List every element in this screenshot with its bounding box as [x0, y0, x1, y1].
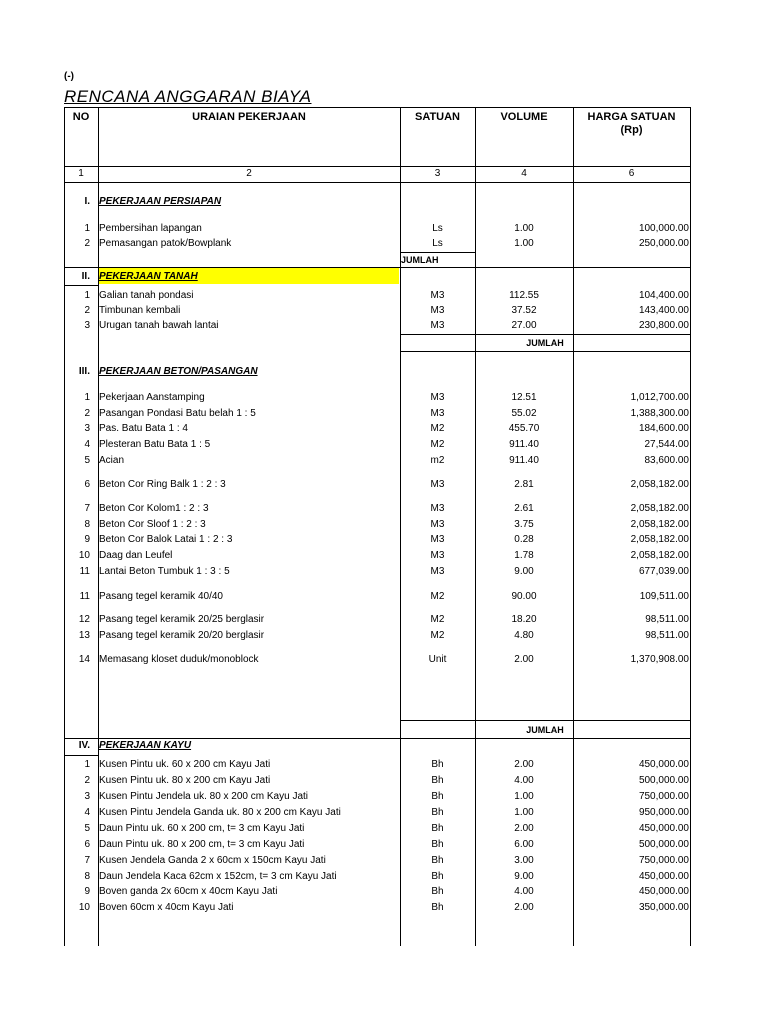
item-description: Pekerjaan Aanstamping — [99, 392, 205, 403]
item-no: 10 — [78, 902, 90, 913]
item-volume: 1.00 — [514, 791, 534, 802]
item-no: 2 — [84, 238, 90, 249]
item-description: Beton Cor Ring Balk 1 : 2 : 3 — [99, 479, 226, 490]
item-unit: M3 — [430, 519, 445, 530]
item-unit: Bh — [431, 759, 444, 770]
item-price: 104,400.00 — [638, 290, 689, 301]
item-price: 109,511.00 — [639, 591, 689, 602]
jumlah-label: JUMLAH — [401, 255, 439, 265]
item-price: 677,039.00 — [638, 566, 689, 577]
header-no: NO — [72, 111, 90, 123]
item-price: 2,058,182.00 — [630, 534, 689, 545]
item-no: 9 — [84, 886, 90, 897]
item-no: 8 — [84, 871, 90, 882]
item-volume: 1.78 — [514, 550, 534, 561]
index-volume: 4 — [521, 168, 527, 179]
item-price: 350,000.00 — [638, 902, 689, 913]
item-no: 1 — [84, 392, 90, 403]
item-no: 1 — [84, 223, 90, 234]
item-no: 4 — [84, 439, 90, 450]
item-price: 230,800.00 — [638, 320, 689, 331]
item-no: 6 — [84, 479, 90, 490]
item-no: 1 — [84, 290, 90, 301]
item-description: Pasang tegel keramik 20/20 berglasir — [99, 630, 265, 641]
item-price: 100,000.00 — [638, 223, 689, 234]
item-description: Daun Jendela Kaca 62cm x 152cm, t= 3 cm Kayu Jati — [99, 871, 337, 882]
index-no: 1 — [78, 168, 84, 179]
jumlah-label: JUMLAH — [526, 725, 564, 735]
item-price: 1,388,300.00 — [630, 408, 689, 419]
item-price: 500,000.00 — [638, 775, 689, 786]
item-volume: 2.00 — [514, 759, 534, 770]
item-description: Daun Pintu uk. 60 x 200 cm, t= 3 cm Kayu Jati — [99, 823, 305, 834]
item-volume: 55.02 — [511, 408, 537, 419]
item-price: 450,000.00 — [638, 823, 689, 834]
item-unit: Bh — [431, 902, 444, 913]
item-volume: 90.00 — [511, 591, 537, 602]
header-harga-unit: (Rp) — [620, 124, 643, 136]
item-no: 2 — [84, 775, 90, 786]
item-volume: 3.00 — [514, 855, 534, 866]
jumlah-border — [400, 720, 691, 721]
item-no: 7 — [84, 855, 90, 866]
item-price: 1,012,700.00 — [630, 392, 689, 403]
item-description: Kusen Jendela Ganda 2 x 60cm x 150cm Kayu Jati — [99, 855, 326, 866]
item-description: Pembersihan lapangan — [99, 223, 202, 234]
item-description: Kusen Pintu Jendela uk. 80 x 200 cm Kayu Jati — [99, 791, 309, 802]
item-volume: 18.20 — [511, 614, 537, 625]
item-unit: M2 — [430, 439, 445, 450]
item-price: 98,511.00 — [645, 630, 689, 641]
item-price: 2,058,182.00 — [630, 503, 689, 514]
item-unit: Bh — [431, 871, 444, 882]
item-price: 750,000.00 — [638, 855, 689, 866]
item-unit: m2 — [430, 455, 445, 466]
section-title: PEKERJAAN TANAH — [99, 271, 198, 282]
item-volume: 2.00 — [514, 823, 534, 834]
item-no: 3 — [84, 423, 90, 434]
item-description: Beton Cor Balok Latai 1 : 2 : 3 — [99, 534, 233, 545]
item-no: 1 — [84, 759, 90, 770]
item-unit: Bh — [431, 823, 444, 834]
page-title: RENCANA ANGGARAN BIAYA — [64, 87, 312, 106]
section-no: II. — [81, 271, 90, 282]
item-no: 2 — [84, 305, 90, 316]
item-volume: 2.00 — [514, 902, 534, 913]
item-description: Plesteran Batu Bata 1 : 5 — [99, 439, 211, 450]
header-harga: HARGA SATUAN — [587, 111, 676, 123]
item-price: 500,000.00 — [638, 839, 689, 850]
doc-prefix: (-) — [64, 71, 74, 82]
item-price: 750,000.00 — [638, 791, 689, 802]
item-no: 3 — [84, 320, 90, 331]
item-volume: 4.00 — [514, 886, 534, 897]
section-border — [64, 285, 99, 286]
item-volume: 4.80 — [514, 630, 534, 641]
item-volume: 9.00 — [514, 871, 534, 882]
item-description: Memasang kloset duduk/monoblock — [99, 654, 259, 665]
jumlah-border — [400, 351, 691, 352]
item-price: 450,000.00 — [638, 871, 689, 882]
section-border — [64, 738, 691, 739]
item-description: Kusen Pintu uk. 80 x 200 cm Kayu Jati — [99, 775, 271, 786]
item-price: 950,000.00 — [638, 807, 689, 818]
item-volume: 2.61 — [514, 503, 534, 514]
item-volume: 4.00 — [514, 775, 534, 786]
item-no: 14 — [78, 654, 90, 665]
item-price: 2,058,182.00 — [630, 479, 689, 490]
item-description: Lantai Beton Tumbuk 1 : 3 : 5 — [99, 566, 230, 577]
item-description: Beton Cor Sloof 1 : 2 : 3 — [99, 519, 206, 530]
column-border — [690, 107, 691, 946]
item-price: 450,000.00 — [638, 759, 689, 770]
item-description: Boven 60cm x 40cm Kayu Jati — [99, 902, 234, 913]
item-price: 250,000.00 — [638, 238, 689, 249]
item-no: 13 — [78, 630, 90, 641]
item-unit: Bh — [431, 791, 444, 802]
index-harga: 6 — [628, 168, 635, 179]
item-price: 27,544.00 — [644, 439, 689, 450]
header-bottom-border — [64, 166, 691, 167]
item-unit: M2 — [430, 423, 445, 434]
item-description: Kusen Pintu Jendela Ganda uk. 80 x 200 cm Kayu Jati — [99, 807, 341, 818]
item-unit: Bh — [431, 886, 444, 897]
item-unit: Bh — [431, 807, 444, 818]
item-description: Boven ganda 2x 60cm x 40cm Kayu Jati — [99, 886, 278, 897]
item-price: 184,600.00 — [638, 423, 689, 434]
item-volume: 911.40 — [509, 439, 539, 450]
item-unit: M2 — [430, 591, 445, 602]
item-unit: Ls — [432, 223, 443, 234]
item-description: Pasangan Pondasi Batu belah 1 : 5 — [99, 408, 256, 419]
item-unit: M3 — [430, 550, 445, 561]
jumlah-border — [400, 252, 476, 253]
item-unit: M3 — [430, 566, 445, 577]
jumlah-border — [400, 334, 691, 335]
index-row-border — [64, 182, 691, 183]
section-border — [64, 755, 99, 756]
item-no: 5 — [84, 455, 90, 466]
item-unit: Ls — [432, 238, 443, 249]
item-volume: 2.00 — [514, 654, 534, 665]
item-no: 7 — [84, 503, 90, 514]
index-satuan: 3 — [434, 168, 441, 179]
item-volume: 911.40 — [509, 455, 539, 466]
section-title: PEKERJAAN PERSIAPAN — [99, 196, 222, 207]
item-no: 12 — [78, 614, 90, 625]
item-price: 2,058,182.00 — [630, 519, 689, 530]
item-description: Daun Pintu uk. 80 x 200 cm, t= 3 cm Kayu Jati — [99, 839, 305, 850]
item-price: 83,600.00 — [644, 455, 689, 466]
item-unit: M3 — [430, 320, 445, 331]
header-satuan: SATUAN — [414, 111, 460, 123]
section-no: IV. — [78, 740, 90, 751]
item-volume: 9.00 — [514, 566, 534, 577]
item-price: 98,511.00 — [645, 614, 689, 625]
item-unit: M3 — [430, 408, 445, 419]
item-description: Beton Cor Kolom1 : 2 : 3 — [99, 503, 209, 514]
item-description: Galian tanah pondasi — [99, 290, 194, 301]
item-unit: M3 — [430, 392, 445, 403]
item-description: Daag dan Leufel — [99, 550, 173, 561]
item-volume: 12.51 — [511, 392, 537, 403]
item-description: Kusen Pintu uk. 60 x 200 cm Kayu Jati — [99, 759, 271, 770]
item-no: 6 — [84, 839, 90, 850]
item-no: 5 — [84, 823, 90, 834]
item-price: 143,400.00 — [638, 305, 689, 316]
item-unit: Bh — [431, 855, 444, 866]
item-description: Acian — [99, 455, 125, 466]
item-volume: 1.00 — [514, 807, 534, 818]
item-no: 11 — [79, 591, 90, 602]
item-volume: 3.75 — [514, 519, 534, 530]
item-no: 8 — [84, 519, 90, 530]
item-no: 2 — [84, 408, 90, 419]
item-price: 1,370,908.00 — [630, 654, 689, 665]
item-no: 9 — [84, 534, 90, 545]
item-unit: Bh — [431, 839, 444, 850]
item-volume: 2.81 — [514, 479, 534, 490]
item-description: Pasang tegel keramik 40/40 — [99, 591, 223, 602]
item-unit: Unit — [428, 654, 447, 665]
item-unit: Bh — [431, 775, 444, 786]
item-no: 11 — [79, 566, 90, 577]
section-title: PEKERJAAN KAYU — [99, 740, 192, 751]
item-volume: 112.55 — [509, 290, 539, 301]
item-description: Pas. Batu Bata 1 : 4 — [99, 423, 188, 434]
item-unit: M3 — [430, 305, 445, 316]
item-price: 450,000.00 — [638, 886, 689, 897]
jumlah-label: JUMLAH — [526, 338, 564, 348]
item-no: 3 — [84, 791, 90, 802]
item-volume: 27.00 — [511, 320, 537, 331]
item-volume: 0.28 — [514, 534, 534, 545]
section-no: III. — [78, 366, 90, 377]
table-top-border — [64, 107, 691, 108]
item-volume: 37.52 — [511, 305, 537, 316]
item-description: Pemasangan patok/Bowplank — [99, 238, 232, 249]
item-volume: 1.00 — [514, 238, 534, 249]
item-description: Timbunan kembali — [99, 305, 181, 316]
item-no: 4 — [84, 807, 90, 818]
header-uraian: URAIAN PEKERJAAN — [192, 111, 306, 123]
item-unit: M3 — [430, 479, 445, 490]
item-no: 10 — [78, 550, 90, 561]
section-title: PEKERJAAN BETON/PASANGAN — [99, 366, 258, 377]
item-description: Urugan tanah bawah lantai — [99, 320, 219, 331]
index-uraian: 2 — [246, 168, 252, 179]
item-volume: 455.70 — [508, 423, 540, 434]
item-volume: 6.00 — [514, 839, 534, 850]
header-volume: VOLUME — [500, 111, 548, 123]
item-price: 2,058,182.00 — [630, 550, 689, 561]
item-description: Pasang tegel keramik 20/25 berglasir — [99, 614, 265, 625]
item-volume: 1.00 — [514, 223, 534, 234]
item-unit: M3 — [430, 534, 445, 545]
item-unit: M3 — [430, 503, 445, 514]
item-unit: M2 — [430, 614, 445, 625]
item-unit: M3 — [430, 290, 445, 301]
section-no: I. — [84, 196, 90, 207]
item-unit: M2 — [430, 630, 445, 641]
